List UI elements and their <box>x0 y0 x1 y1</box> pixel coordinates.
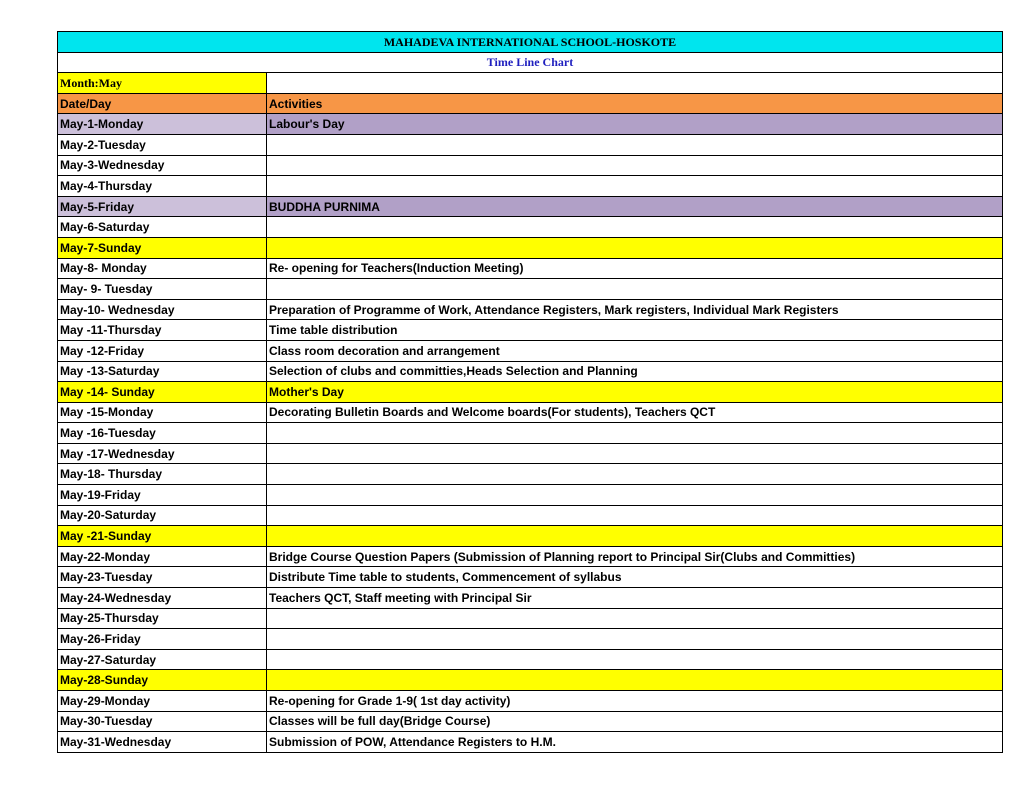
table-row <box>58 237 1003 258</box>
activity-cell <box>267 155 1003 176</box>
month-empty-cell <box>267 73 1003 94</box>
table-row <box>58 629 1003 650</box>
table-row <box>58 691 1003 712</box>
table-row <box>58 155 1003 176</box>
activity-cell <box>267 629 1003 650</box>
date-cell: May -14- Sunday <box>58 382 267 403</box>
activity-cell <box>267 176 1003 197</box>
table-row <box>58 402 1003 423</box>
activity-cell <box>267 464 1003 485</box>
activity-cell <box>267 237 1003 258</box>
table-row <box>58 464 1003 485</box>
activity-cell: Re- opening for Teachers(Induction Meeting) <box>267 258 1003 279</box>
date-cell: May-8- Monday <box>58 258 267 279</box>
date-cell: May -16-Tuesday <box>58 423 267 444</box>
date-cell: May-1-Monday <box>58 114 267 135</box>
table-row <box>58 649 1003 670</box>
table-row <box>58 196 1003 217</box>
date-cell: May-2-Tuesday <box>58 134 267 155</box>
table-row <box>58 320 1003 341</box>
activity-cell: Class room decoration and arrangement <box>267 340 1003 361</box>
activity-cell <box>267 443 1003 464</box>
activity-cell: Re-opening for Grade 1-9( 1st day activity) <box>267 691 1003 712</box>
table-row <box>58 258 1003 279</box>
date-cell: May -13-Saturday <box>58 361 267 382</box>
activity-cell <box>267 649 1003 670</box>
table-row <box>58 279 1003 300</box>
activity-cell <box>267 279 1003 300</box>
date-cell: May-30-Tuesday <box>58 711 267 732</box>
date-cell: May-25-Thursday <box>58 608 267 629</box>
activity-cell: Mother's Day <box>267 382 1003 403</box>
date-cell: May-28-Sunday <box>58 670 267 691</box>
date-cell: May-3-Wednesday <box>58 155 267 176</box>
table-row <box>58 382 1003 403</box>
date-cell: May -11-Thursday <box>58 320 267 341</box>
activity-cell: Selection of clubs and committies,Heads Selection and Planning <box>267 361 1003 382</box>
date-cell: May-27-Saturday <box>58 649 267 670</box>
date-cell: May -12-Friday <box>58 340 267 361</box>
date-cell: May- 9- Tuesday <box>58 279 267 300</box>
timeline-table <box>57 31 1003 753</box>
activity-cell <box>267 423 1003 444</box>
activity-cell: Classes will be full day(Bridge Course) <box>267 711 1003 732</box>
table-row <box>58 546 1003 567</box>
table-row <box>58 567 1003 588</box>
activity-cell: Submission of POW, Attendance Registers to H.M. <box>267 732 1003 753</box>
table-row <box>58 423 1003 444</box>
activity-cell <box>267 526 1003 547</box>
table-row <box>58 526 1003 547</box>
activity-cell <box>267 134 1003 155</box>
activity-cell: Decorating Bulletin Boards and Welcome boards(For students), Teachers QCT <box>267 402 1003 423</box>
date-cell: May-26-Friday <box>58 629 267 650</box>
table-row <box>58 732 1003 753</box>
date-cell: May-7-Sunday <box>58 237 267 258</box>
activity-cell: Bridge Course Question Papers (Submission of Planning report to Principal Sir(Clubs and Committies) <box>267 546 1003 567</box>
activity-cell: Preparation of Programme of Work, Attendance Registers, Mark registers, Individual Mark Registers <box>267 299 1003 320</box>
table-row <box>58 485 1003 506</box>
date-cell: May-4-Thursday <box>58 176 267 197</box>
activity-cell <box>267 608 1003 629</box>
chart-subtitle: Time Line Chart <box>58 52 1003 73</box>
table-row <box>58 670 1003 691</box>
table-row <box>58 361 1003 382</box>
date-cell: May-22-Monday <box>58 546 267 567</box>
date-cell: May-29-Monday <box>58 691 267 712</box>
column-header-activities: Activities <box>267 93 1003 114</box>
date-cell: May-24-Wednesday <box>58 588 267 609</box>
table-row <box>58 505 1003 526</box>
activity-cell <box>267 670 1003 691</box>
school-title: MAHADEVA INTERNATIONAL SCHOOL-HOSKOTE <box>58 32 1003 53</box>
table-row <box>58 299 1003 320</box>
activity-cell: Time table distribution <box>267 320 1003 341</box>
activity-cell <box>267 485 1003 506</box>
date-cell: May -21-Sunday <box>58 526 267 547</box>
activity-cell: Distribute Time table to students, Commencement of syllabus <box>267 567 1003 588</box>
date-cell: May-18- Thursday <box>58 464 267 485</box>
table-row <box>58 443 1003 464</box>
table-row <box>58 608 1003 629</box>
activity-cell <box>267 217 1003 238</box>
date-cell: May-6-Saturday <box>58 217 267 238</box>
table-row <box>58 217 1003 238</box>
activity-cell: Teachers QCT, Staff meeting with Principal Sir <box>267 588 1003 609</box>
date-cell: May-31-Wednesday <box>58 732 267 753</box>
activity-cell: Labour's Day <box>267 114 1003 135</box>
month-label: Month:May <box>58 73 267 94</box>
table-row <box>58 134 1003 155</box>
date-cell: May-10- Wednesday <box>58 299 267 320</box>
table-row <box>58 588 1003 609</box>
table-row <box>58 114 1003 135</box>
date-cell: May -15-Monday <box>58 402 267 423</box>
date-cell: May -17-Wednesday <box>58 443 267 464</box>
table-row <box>58 711 1003 732</box>
date-cell: May-23-Tuesday <box>58 567 267 588</box>
date-cell: May-5-Friday <box>58 196 267 217</box>
date-cell: May-19-Friday <box>58 485 267 506</box>
date-cell: May-20-Saturday <box>58 505 267 526</box>
column-header-date: Date/Day <box>58 93 267 114</box>
table-row <box>58 176 1003 197</box>
activity-cell: BUDDHA PURNIMA <box>267 196 1003 217</box>
activity-cell <box>267 505 1003 526</box>
table-row <box>58 340 1003 361</box>
